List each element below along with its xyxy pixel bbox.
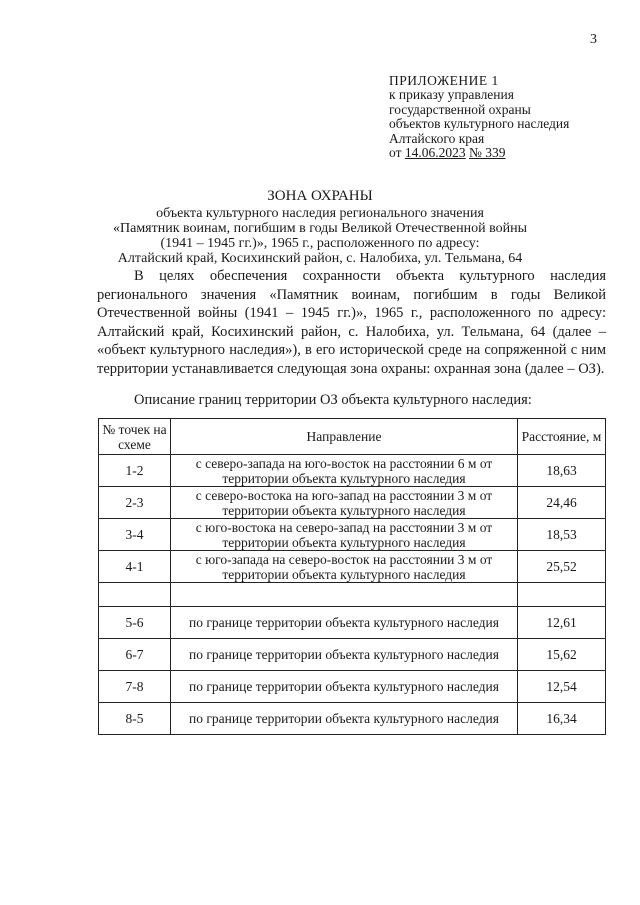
page-number: 3 [590, 32, 597, 47]
cell-distance: 12,61 [518, 607, 606, 639]
cell-direction: по границе территории объекта культурного наследия [171, 639, 518, 671]
cell-distance: 12,54 [518, 671, 606, 703]
cell-distance: 24,46 [518, 487, 606, 519]
table-row [99, 455, 606, 487]
cell-direction: с северо-запада на юго-восток на расстоянии 6 м от территории объекта культурного наследия [171, 455, 518, 487]
order-number: № 339 [468, 145, 506, 161]
appendix-line: к приказу управления [389, 87, 514, 103]
order-date: 14.06.2023 [404, 145, 466, 161]
appendix-date-line [389, 146, 634, 160]
cell-distance: 15,62 [518, 639, 606, 671]
heading-line: «Памятник воинам, погибшим в годы Великой Отечественной войны [113, 221, 527, 236]
cell-distance: 25,52 [518, 551, 606, 583]
header-points: № точек на схеме [99, 419, 171, 455]
boundaries-table [98, 418, 606, 735]
empty-cell [99, 583, 171, 607]
appendix-line: государственной охраны [389, 101, 531, 117]
heading-title: ЗОНА ОХРАНЫ [267, 188, 373, 204]
heading-line: Алтайский край, Косихинский район, с. Налобиха, ул. Тельмана, 64 [117, 251, 523, 266]
cell-direction: с северо-востока на юго-запад на расстоянии 3 м от территории объекта культурного наследия [171, 487, 518, 519]
table-caption: Описание границ территории ОЗ объекта культурного наследия: [134, 392, 532, 408]
heading-line: (1941 – 1945 гг.)», 1965 г., расположенного по адресу: [160, 236, 480, 251]
date-prefix: от [389, 145, 402, 161]
cell-direction: по границе территории объекта культурного наследия [171, 671, 518, 703]
table-row [99, 519, 606, 551]
cell-distance: 16,34 [518, 703, 606, 735]
cell-points: 5-6 [99, 607, 171, 639]
empty-cell [171, 583, 518, 607]
cell-points: 3-4 [99, 519, 171, 551]
header-direction: Направление [171, 419, 518, 455]
heading-block [60, 188, 580, 266]
cell-points: 1-2 [99, 455, 171, 487]
appendix-block [389, 74, 634, 160]
appendix-title: ПРИЛОЖЕНИЕ 1 [389, 73, 499, 88]
cell-points: 2-3 [99, 487, 171, 519]
cell-points: 8-5 [99, 703, 171, 735]
appendix-line: Алтайского края [389, 130, 485, 146]
heading-line: объекта культурного наследия регионального значения [156, 206, 484, 221]
cell-direction: с юго-востока на северо-запад на расстоянии 3 м от территории объекта культурного наследия [171, 519, 518, 551]
table-row [99, 639, 606, 671]
header-distance: Расстояние, м [518, 419, 606, 455]
cell-points: 7-8 [99, 671, 171, 703]
appendix-line: объектов культурного наследия [389, 116, 570, 132]
table-row [99, 551, 606, 583]
table-header-row [99, 419, 606, 455]
table-empty-row [99, 583, 606, 607]
cell-distance: 18,53 [518, 519, 606, 551]
cell-direction: по границе территории объекта культурного наследия [171, 607, 518, 639]
table-row [99, 487, 606, 519]
table-row [99, 671, 606, 703]
body-paragraph: В целях обеспечения сохранности объекта культурного наследия регионального значения «Памятник воинам, погибшим в годы Великой Отечественной войны (1941 – 1945 гг.)», 1965 г., расположенного по адресу: Алтайский край, Косихинский район, с. Налобиха, ул. Тельмана, 64 (далее – «объект культурного наследия»), в его исторической среде на сопряженной с ним территории устанавливается следующая зона охраны: охранная зона (далее – ОЗ). [97, 268, 606, 377]
table-row [99, 607, 606, 639]
table-row [99, 703, 606, 735]
cell-direction: по границе территории объекта культурного наследия [171, 703, 518, 735]
cell-direction: с юго-запада на северо-восток на расстоянии 3 м от территории объекта культурного наследия [171, 551, 518, 583]
cell-points: 6-7 [99, 639, 171, 671]
cell-distance: 18,63 [518, 455, 606, 487]
empty-cell [518, 583, 606, 607]
cell-points: 4-1 [99, 551, 171, 583]
